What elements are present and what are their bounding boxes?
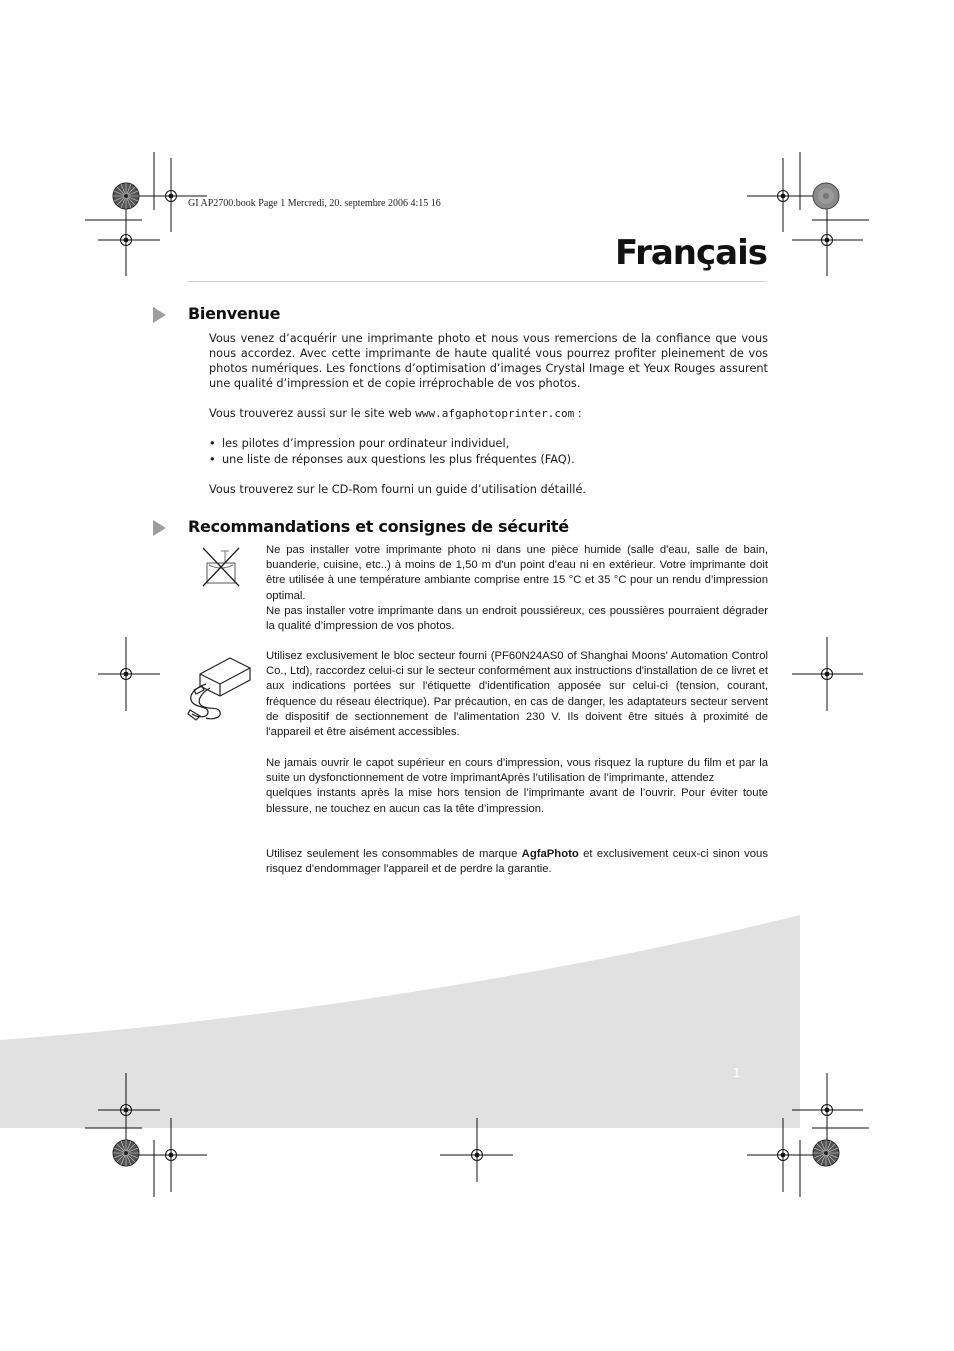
consumables-prefix: Utilisez seulement les consommables de marque [266, 848, 518, 860]
brand-name: AgfaPhoto [521, 848, 579, 860]
title-divider [188, 281, 767, 282]
power-adapter-icon [186, 648, 256, 724]
list-item: • une liste de réponses aux questions les plus fréquentes (FAQ). [209, 453, 575, 466]
lid-text-continued: quelques instants après la mise hors tension de l’imprimante avant de l’ouvrir. Pour éviter toute blessure, ne touchez en aucun cas la tête d’impression. [266, 787, 768, 815]
lid-warning [266, 756, 768, 817]
website-link[interactable]: www.afgaphotoprinter.com [415, 407, 575, 420]
lid-text: Ne jamais ouvrir le capot supérieur en cours d'impression, vous risquez la rupture du film et par la suite un dysfonctionnement de votre imprimantAprès l’utilisation de l’imprimante, attendez [266, 757, 768, 785]
dust-text: Ne pas installer votre imprimante dans un endroit poussiéreux, ces poussières pourraient dégrader la qualité d’impression de vos photos. [266, 604, 768, 633]
download-list [209, 436, 769, 468]
website-suffix: : [574, 407, 582, 420]
page-title: Français [615, 233, 767, 273]
book-file-info: GI AP2700.book Page 1 Mercredi, 20. septembre 2006 4:15 16 [188, 198, 441, 209]
bullet-icon: • [209, 437, 216, 450]
humidity-text: Ne pas installer votre imprimante photo ni dans une pièce humide (salle d'eau, salle de bain, buanderie, cuisine, etc..) à moins de 1,50 m d'un point d'eau ni en extérieur. Votre imprimante doit être utilisée à une température ambiante comprise entre 15 °C et 35 °C pour un rendu d’impression optimal. [266, 544, 768, 602]
website-line [209, 406, 768, 421]
safety-heading: Recommandations et consignes de sécurité [188, 517, 569, 536]
section-arrow-icon [153, 307, 166, 323]
section-arrow-icon [153, 520, 166, 536]
no-bathroom-icon [197, 545, 245, 589]
list-item: • les pilotes d’impression pour ordinateur individuel, [209, 437, 510, 450]
website-prefix: Vous trouverez aussi sur le site web [209, 407, 412, 420]
consumables-warning [266, 847, 768, 877]
humidity-warning [266, 543, 768, 634]
power-supply-warning: Utilisez exclusivement le bloc secteur fourni (PF60N24AS0 of Shanghai Moons' Automation Control Co., Ltd), raccordez celui-ci sur le secteur conformément aux instructions d'installation de ce livret et aux indications portées sur l'étiquette d'identification apposée sur celui-ci (tension, courant, fréquence du réseau électrique). Par précaution, en cas de danger, les adaptateurs secteur servent de dispositif de sectionnement de l'alimentation 230 V. Ils doivent être situés à proximité de l'appareil et être aisément accessibles. [266, 650, 768, 739]
bullet-icon: • [209, 453, 216, 466]
welcome-paragraph: Vous venez d’acquérir une imprimante photo et nous vous remercions de la confiance que vous nous accordez. Avec cette imprimante de haute qualité vous pourrez profiter pleinement de vos photos numériques. Les fonctions d’optimisation d’images Crystal Image et Yeux Rouges assurent une qualité d’impression et de copie irréprochable de vos photos. [209, 332, 768, 390]
page-number: 1 [733, 1066, 741, 1080]
consumables-suffix: et exclusivement ceux-ci sinon vous risquez d'endommager l'appareil et de perdre la garantie. [266, 848, 768, 876]
cd-rom-note: Vous trouverez sur le CD-Rom fourni un guide d’utilisation détaillé. [209, 483, 586, 496]
welcome-heading: Bienvenue [188, 304, 281, 323]
